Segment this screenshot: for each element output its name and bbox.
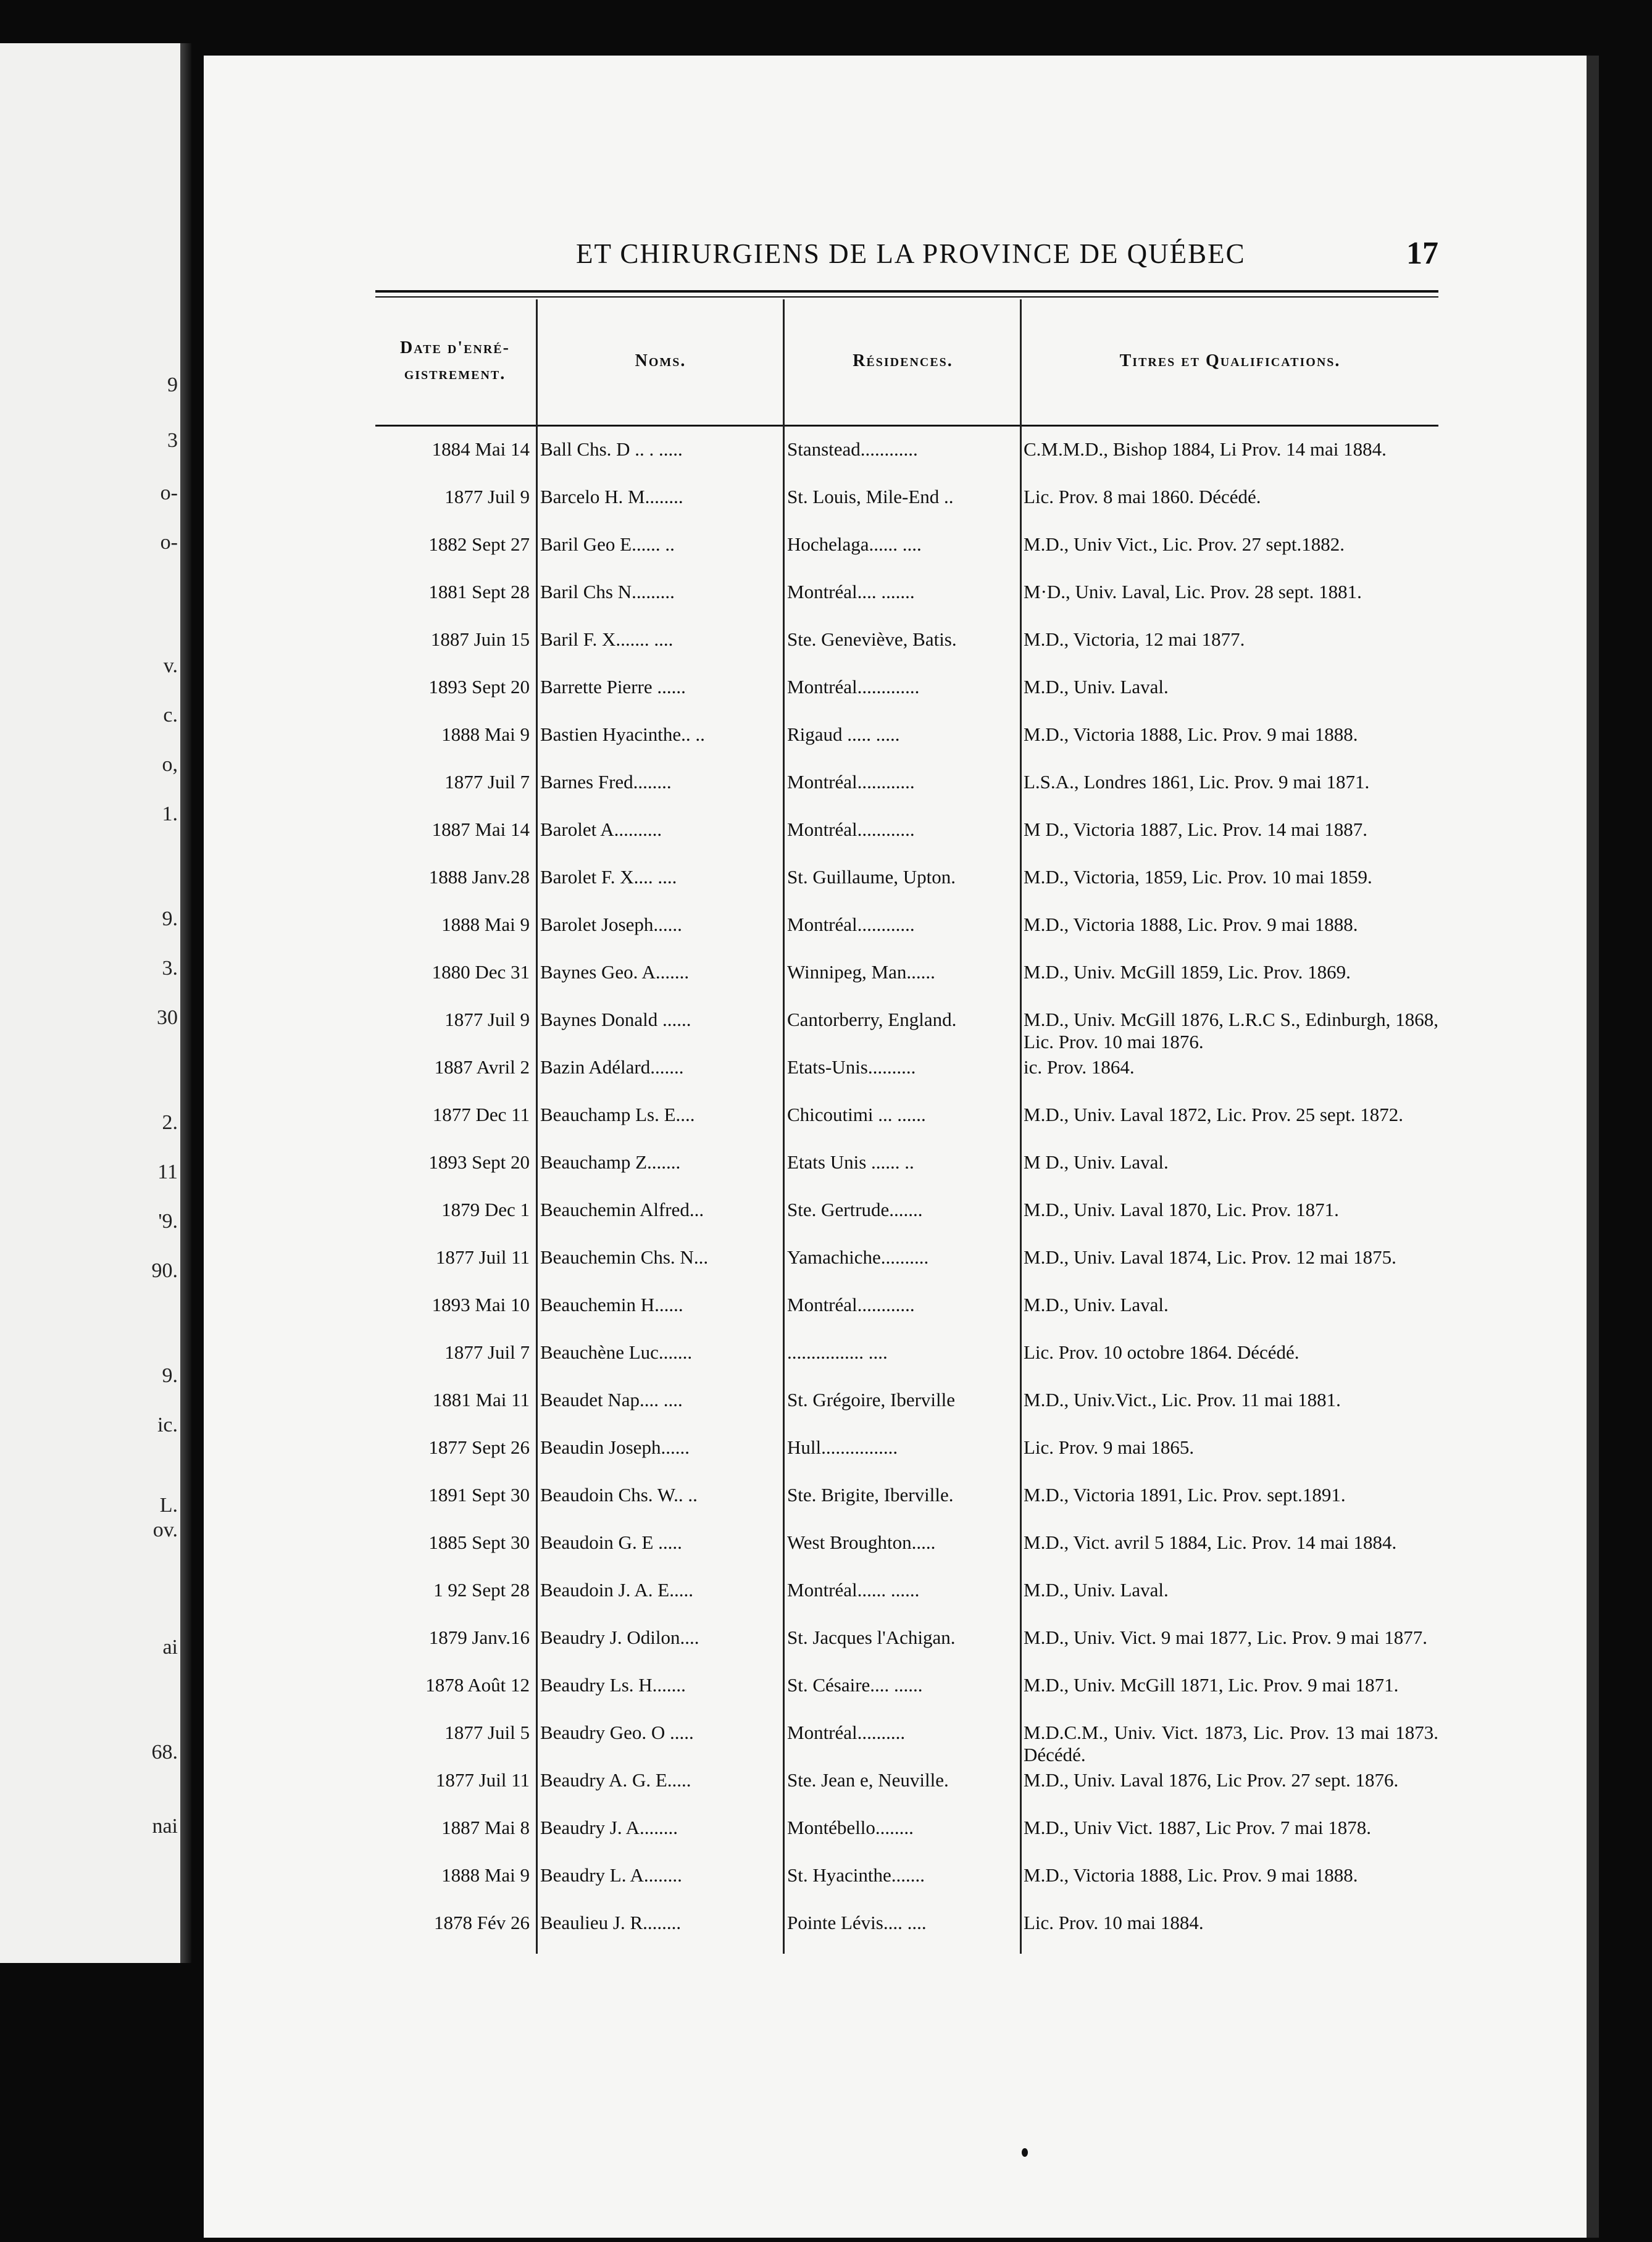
previous-page-fragment: o- xyxy=(160,531,178,554)
table-row xyxy=(204,628,1587,675)
column-header-date xyxy=(375,299,535,423)
table-row xyxy=(204,1436,1587,1483)
document-page xyxy=(204,56,1599,2238)
entry-titles: M.D., Univ. McGill 1871, Lic. Prov. 9 mai 1871. xyxy=(1024,1674,1399,1696)
entry-date: 1888 Mai 9 xyxy=(441,723,530,745)
entry-date: 1879 Janv.16 xyxy=(428,1627,530,1648)
entry-titles: Lic. Prov. 10 octobre 1864. Décédé. xyxy=(1024,1341,1299,1363)
table-row xyxy=(204,1769,1587,1815)
entry-residence: Montréal............ xyxy=(787,1294,915,1315)
entry-residence: Montréal.......... xyxy=(787,1722,906,1743)
entry-residence: Ste. Jean e, Neuville. xyxy=(787,1769,949,1791)
table-row xyxy=(204,1531,1587,1578)
entry-name: Beaudoin G. E ..... xyxy=(540,1531,682,1553)
entry-titles: M.D., Univ. Laval 1872, Lic. Prov. 25 sept. 1872. xyxy=(1024,1104,1404,1125)
entry-titles: M.D., Univ. Vict. 9 mai 1877, Lic. Prov. 9 mai 1877. xyxy=(1024,1627,1427,1648)
entry-residence: St. Grégoire, Iberville xyxy=(787,1389,956,1411)
entry-date: 1891 Sept 30 xyxy=(428,1484,530,1506)
previous-page-fragment: 9. xyxy=(162,907,178,930)
table-row xyxy=(204,1104,1587,1150)
previous-page-fragment: 3. xyxy=(162,957,178,980)
entry-titles: M·D., Univ. Laval, Lic. Prov. 28 sept. 1881. xyxy=(1024,581,1362,602)
entry-date: 1881 Mai 11 xyxy=(432,1389,530,1411)
column-header-residences: Résidences. xyxy=(853,351,953,370)
entry-titles: M.D., Univ. Laval. xyxy=(1024,1294,1169,1315)
entry-residence: Etats-Unis.......... xyxy=(787,1056,916,1078)
table-row xyxy=(204,771,1587,817)
entry-date: 1893 Sept 20 xyxy=(428,676,530,698)
entry-titles: Lic. Prov. 9 mai 1865. xyxy=(1024,1436,1195,1458)
previous-page-fragment: ai xyxy=(162,1636,178,1659)
entry-name: Barolet Joseph...... xyxy=(540,914,682,935)
entry-date: 1877 Juil 9 xyxy=(444,1009,530,1030)
previous-page-fragment: v. xyxy=(163,654,178,677)
entry-date: 1877 Juil 7 xyxy=(444,771,530,793)
entry-residence: Montréal............ xyxy=(787,771,915,793)
previous-page-edge xyxy=(0,43,191,1963)
table-row xyxy=(204,1579,1587,1625)
entry-titles: M.D., Univ. Laval 1874, Lic. Prov. 12 mai 1875. xyxy=(1024,1246,1396,1268)
entry-date: 1887 Avril 2 xyxy=(434,1056,530,1078)
entry-date: 1880 Dec 31 xyxy=(432,961,530,983)
entry-name: Bazin Adélard....... xyxy=(540,1056,684,1078)
entry-residence: St. Guillaume, Upton. xyxy=(787,866,956,888)
entry-titles: M.D., Victoria 1888, Lic. Prov. 9 mai 1888. xyxy=(1024,1864,1358,1886)
previous-page-fragment: nai xyxy=(152,1815,178,1838)
entry-date: 1888 Mai 9 xyxy=(441,1864,530,1886)
entry-name: Barcelo H. M........ xyxy=(540,486,683,507)
entry-date: 1878 Août 12 xyxy=(425,1674,530,1696)
entry-name: Beaudet Nap.... .... xyxy=(540,1389,683,1411)
entry-name: Beaudry Ls. H....... xyxy=(540,1674,686,1696)
entry-date: 1878 Fév 26 xyxy=(434,1912,530,1933)
entry-residence: Ste. Geneviève, Batis. xyxy=(787,628,957,650)
table-row xyxy=(204,1246,1587,1293)
previous-page-fragment: ov. xyxy=(152,1519,178,1541)
previous-page-fragment: ic. xyxy=(157,1414,178,1436)
entry-residence: West Broughton..... xyxy=(787,1531,936,1553)
previous-page-fragment: o, xyxy=(162,753,178,776)
previous-page-fragment: 30 xyxy=(157,1006,178,1029)
entry-name: Barolet F. X.... .... xyxy=(540,866,677,888)
entry-name: Beaudry J. Odilon.... xyxy=(540,1627,699,1648)
previous-page-fragment: 90. xyxy=(151,1259,178,1282)
column-header-date-line2: gistrement. xyxy=(404,364,506,383)
entry-name: Beaudry Geo. O ..... xyxy=(540,1722,694,1743)
table-row xyxy=(204,676,1587,722)
header-rule xyxy=(375,290,1438,298)
entry-name: Beaudry A. G. E..... xyxy=(540,1769,691,1791)
entry-residence: Etats Unis ...... .. xyxy=(787,1151,914,1173)
entry-date: 1881 Sept 28 xyxy=(428,581,530,602)
page-header xyxy=(204,238,1587,281)
entry-name: Beauchène Luc....... xyxy=(540,1341,693,1363)
entry-name: Ball Chs. D .. . ..... xyxy=(540,438,683,460)
entry-name: Baynes Donald ...... xyxy=(540,1009,691,1030)
entry-date: 1877 Sept 26 xyxy=(428,1436,530,1458)
previous-page-fragment: c. xyxy=(163,704,178,727)
entry-name: Bastien Hyacinthe.. .. xyxy=(540,723,705,745)
entry-name: Beauchamp Z....... xyxy=(540,1151,681,1173)
entry-titles: C.M.M.D., Bishop 1884, Li Prov. 14 mai 1884. xyxy=(1024,438,1387,460)
table-row xyxy=(204,1674,1587,1720)
entry-name: Beaudry J. A........ xyxy=(540,1817,678,1838)
entry-name: Baril F. X....... .... xyxy=(540,628,674,650)
entry-name: Beauchemin Chs. N... xyxy=(540,1246,709,1268)
entry-name: Baril Geo E...... .. xyxy=(540,533,675,555)
entry-titles: M.D., Univ. McGill 1876, L.R.C S., Edinburgh, 1868, Lic. Prov. 10 mai 1876. xyxy=(1024,1009,1438,1052)
entry-name: Beaudoin Chs. W.. .. xyxy=(540,1484,698,1506)
entry-date: 1885 Sept 30 xyxy=(428,1531,530,1553)
table-row xyxy=(204,819,1587,865)
entry-date: 1887 Mai 8 xyxy=(441,1817,530,1838)
previous-page-fragment: 11 xyxy=(157,1161,178,1183)
previous-page-fragment: o- xyxy=(160,481,178,504)
entry-date: 1 92 Sept 28 xyxy=(433,1579,530,1601)
entry-name: Baynes Geo. A....... xyxy=(540,961,690,983)
entry-titles: Lic. Prov. 8 mai 1860. Décédé. xyxy=(1024,486,1261,507)
table-row xyxy=(204,1151,1587,1198)
entry-date: 1887 Mai 14 xyxy=(432,819,530,840)
entry-titles: Lic. Prov. 10 mai 1884. xyxy=(1024,1912,1204,1933)
entry-residence: ................ .... xyxy=(787,1341,888,1363)
entry-residence: Chicoutimi ... ...... xyxy=(787,1104,926,1125)
entry-name: Beaudry L. A........ xyxy=(540,1864,682,1886)
entry-date: 1884 Mai 14 xyxy=(432,438,530,460)
table-row xyxy=(204,486,1587,532)
entry-titles: M.D., Univ. Laval. xyxy=(1024,676,1169,698)
table-row xyxy=(204,1484,1587,1530)
page-speck xyxy=(1022,2148,1028,2157)
entry-date: 1879 Dec 1 xyxy=(441,1199,530,1220)
entry-residence: Montréal............ xyxy=(787,914,915,935)
entry-titles: L.S.A., Londres 1861, Lic. Prov. 9 mai 1871. xyxy=(1024,771,1370,793)
previous-page-fragment: 3 xyxy=(167,429,178,452)
column-header-date-line1: Date d'enré- xyxy=(400,338,510,357)
entry-date: 1877 Juil 9 xyxy=(444,486,530,507)
table-row xyxy=(204,1056,1587,1102)
entry-residence: Montébello........ xyxy=(787,1817,914,1838)
entry-residence: Ste. Brigite, Iberville. xyxy=(787,1484,954,1506)
entry-titles: M.D., Victoria, 12 mai 1877. xyxy=(1024,628,1245,650)
entry-date: 1893 Sept 20 xyxy=(428,1151,530,1173)
entry-titles: M.D., Univ.Vict., Lic. Prov. 11 mai 1881. xyxy=(1024,1389,1341,1411)
entry-titles: M.D., Victoria, 1859, Lic. Prov. 10 mai 1859. xyxy=(1024,866,1372,888)
entry-residence: Hochelaga...... .... xyxy=(787,533,922,555)
entry-date: 1888 Mai 9 xyxy=(441,914,530,935)
table-row xyxy=(204,1817,1587,1863)
entry-date: 1877 Juil 11 xyxy=(435,1246,530,1268)
table-row xyxy=(204,1341,1587,1388)
entry-titles: ic. Prov. 1864. xyxy=(1024,1056,1135,1078)
entry-residence: Hull................ xyxy=(787,1436,898,1458)
table-row xyxy=(204,914,1587,960)
entry-date: 1882 Sept 27 xyxy=(428,533,530,555)
entry-titles: M.D.C.M., Univ. Vict. 1873, Lic. Prov. 13 mai 1873. Décédé. xyxy=(1024,1722,1438,1765)
entry-residence: Stanstead............ xyxy=(787,438,918,460)
entry-titles: M.D., Univ. Laval. xyxy=(1024,1579,1169,1601)
entry-name: Beaudin Joseph...... xyxy=(540,1436,690,1458)
entry-date: 1877 Dec 11 xyxy=(432,1104,530,1125)
entry-name: Beauchemin H...... xyxy=(540,1294,683,1315)
entry-name: Barnes Fred........ xyxy=(540,771,672,793)
entry-residence: St. Jacques l'Achigan. xyxy=(787,1627,956,1648)
previous-page-fragment: 68. xyxy=(151,1741,178,1764)
entry-name: Beaudoin J. A. E..... xyxy=(540,1579,693,1601)
entry-titles: M D., Victoria 1887, Lic. Prov. 14 mai 1887. xyxy=(1024,819,1367,840)
table-row xyxy=(204,581,1587,627)
entry-residence: Winnipeg, Man...... xyxy=(787,961,935,983)
entry-name: Beauchamp Ls. E.... xyxy=(540,1104,695,1125)
entry-residence: Montréal............. xyxy=(787,676,920,698)
entry-date: 1893 Mai 10 xyxy=(432,1294,530,1315)
entry-residence: Cantorberry, England. xyxy=(787,1009,957,1030)
page-number: 17 xyxy=(1406,236,1438,271)
entry-name: Barrette Pierre ...... xyxy=(540,676,686,698)
table-row xyxy=(204,961,1587,1007)
entry-date: 1877 Juil 11 xyxy=(435,1769,530,1791)
entry-name: Beaulieu J. R........ xyxy=(540,1912,682,1933)
table-row xyxy=(204,533,1587,580)
table-row xyxy=(204,1199,1587,1245)
entry-date: 1888 Janv.28 xyxy=(428,866,530,888)
column-header-titles: Titres et Qualifications. xyxy=(1119,351,1341,370)
table-row xyxy=(204,1389,1587,1435)
previous-page-fragment: 1. xyxy=(162,802,178,825)
entry-date: 1887 Juin 15 xyxy=(430,628,530,650)
entry-residence: Ste. Gertrude....... xyxy=(787,1199,923,1220)
entry-date: 1877 Juil 7 xyxy=(444,1341,530,1363)
running-title: ET CHIRURGIENS DE LA PROVINCE DE QUÉBEC xyxy=(576,238,1246,269)
entry-name: Beauchemin Alfred... xyxy=(540,1199,704,1220)
table-row xyxy=(204,438,1587,485)
previous-page-fragment: '9. xyxy=(158,1210,178,1233)
table-row xyxy=(204,1722,1587,1768)
table-row xyxy=(204,1864,1587,1911)
entry-residence: Pointe Lévis.... .... xyxy=(787,1912,927,1933)
entry-titles: M.D., Univ. Laval 1870, Lic. Prov. 1871. xyxy=(1024,1199,1339,1220)
previous-page-fragment: 2. xyxy=(162,1111,178,1134)
header-underline xyxy=(375,425,1438,427)
entry-residence: Montréal............ xyxy=(787,819,915,840)
entry-residence: Montréal.... ....... xyxy=(787,581,915,602)
entry-titles: M.D., Univ Vict. 1887, Lic Prov. 7 mai 1878. xyxy=(1024,1817,1371,1838)
entry-titles: M.D., Univ. Laval 1876, Lic Prov. 27 sept. 1876. xyxy=(1024,1769,1399,1791)
table-row xyxy=(204,1912,1587,1958)
entry-titles: M.D., Victoria 1891, Lic. Prov. sept.1891. xyxy=(1024,1484,1346,1506)
entry-titles: M.D., Victoria 1888, Lic. Prov. 9 mai 1888. xyxy=(1024,723,1358,745)
entry-residence: Yamachiche.......... xyxy=(787,1246,929,1268)
entry-name: Baril Chs N......... xyxy=(540,581,675,602)
column-header-names: Noms. xyxy=(635,351,686,370)
entry-titles: M.D., Univ Vict., Lic. Prov. 27 sept.1882. xyxy=(1024,533,1345,555)
table-row xyxy=(204,1009,1587,1055)
entry-residence: St. Louis, Mile-End .. xyxy=(787,486,954,507)
table-row xyxy=(204,866,1587,912)
entry-date: 1877 Juil 5 xyxy=(444,1722,530,1743)
entry-residence: Rigaud ..... ..... xyxy=(787,723,900,745)
entry-residence: St. Césaire.... ...... xyxy=(787,1674,923,1696)
table-row xyxy=(204,1627,1587,1673)
entry-titles: M.D., Univ. McGill 1859, Lic. Prov. 1869. xyxy=(1024,961,1351,983)
table-row xyxy=(204,1294,1587,1340)
previous-page-fragment: 9 xyxy=(167,373,178,396)
previous-page-fragment: L. xyxy=(159,1494,178,1517)
table-row xyxy=(204,723,1587,770)
entry-titles: M.D., Victoria 1888, Lic. Prov. 9 mai 1888. xyxy=(1024,914,1358,935)
entry-titles: M D., Univ. Laval. xyxy=(1024,1151,1169,1173)
entry-residence: St. Hyacinthe....... xyxy=(787,1864,925,1886)
previous-page-fragment: 9. xyxy=(162,1364,178,1387)
entry-residence: Montréal...... ...... xyxy=(787,1579,920,1601)
entry-titles: M.D., Vict. avril 5 1884, Lic. Prov. 14 mai 1884. xyxy=(1024,1531,1397,1553)
entry-name: Barolet A.......... xyxy=(540,819,662,840)
book-spine xyxy=(180,43,191,1963)
